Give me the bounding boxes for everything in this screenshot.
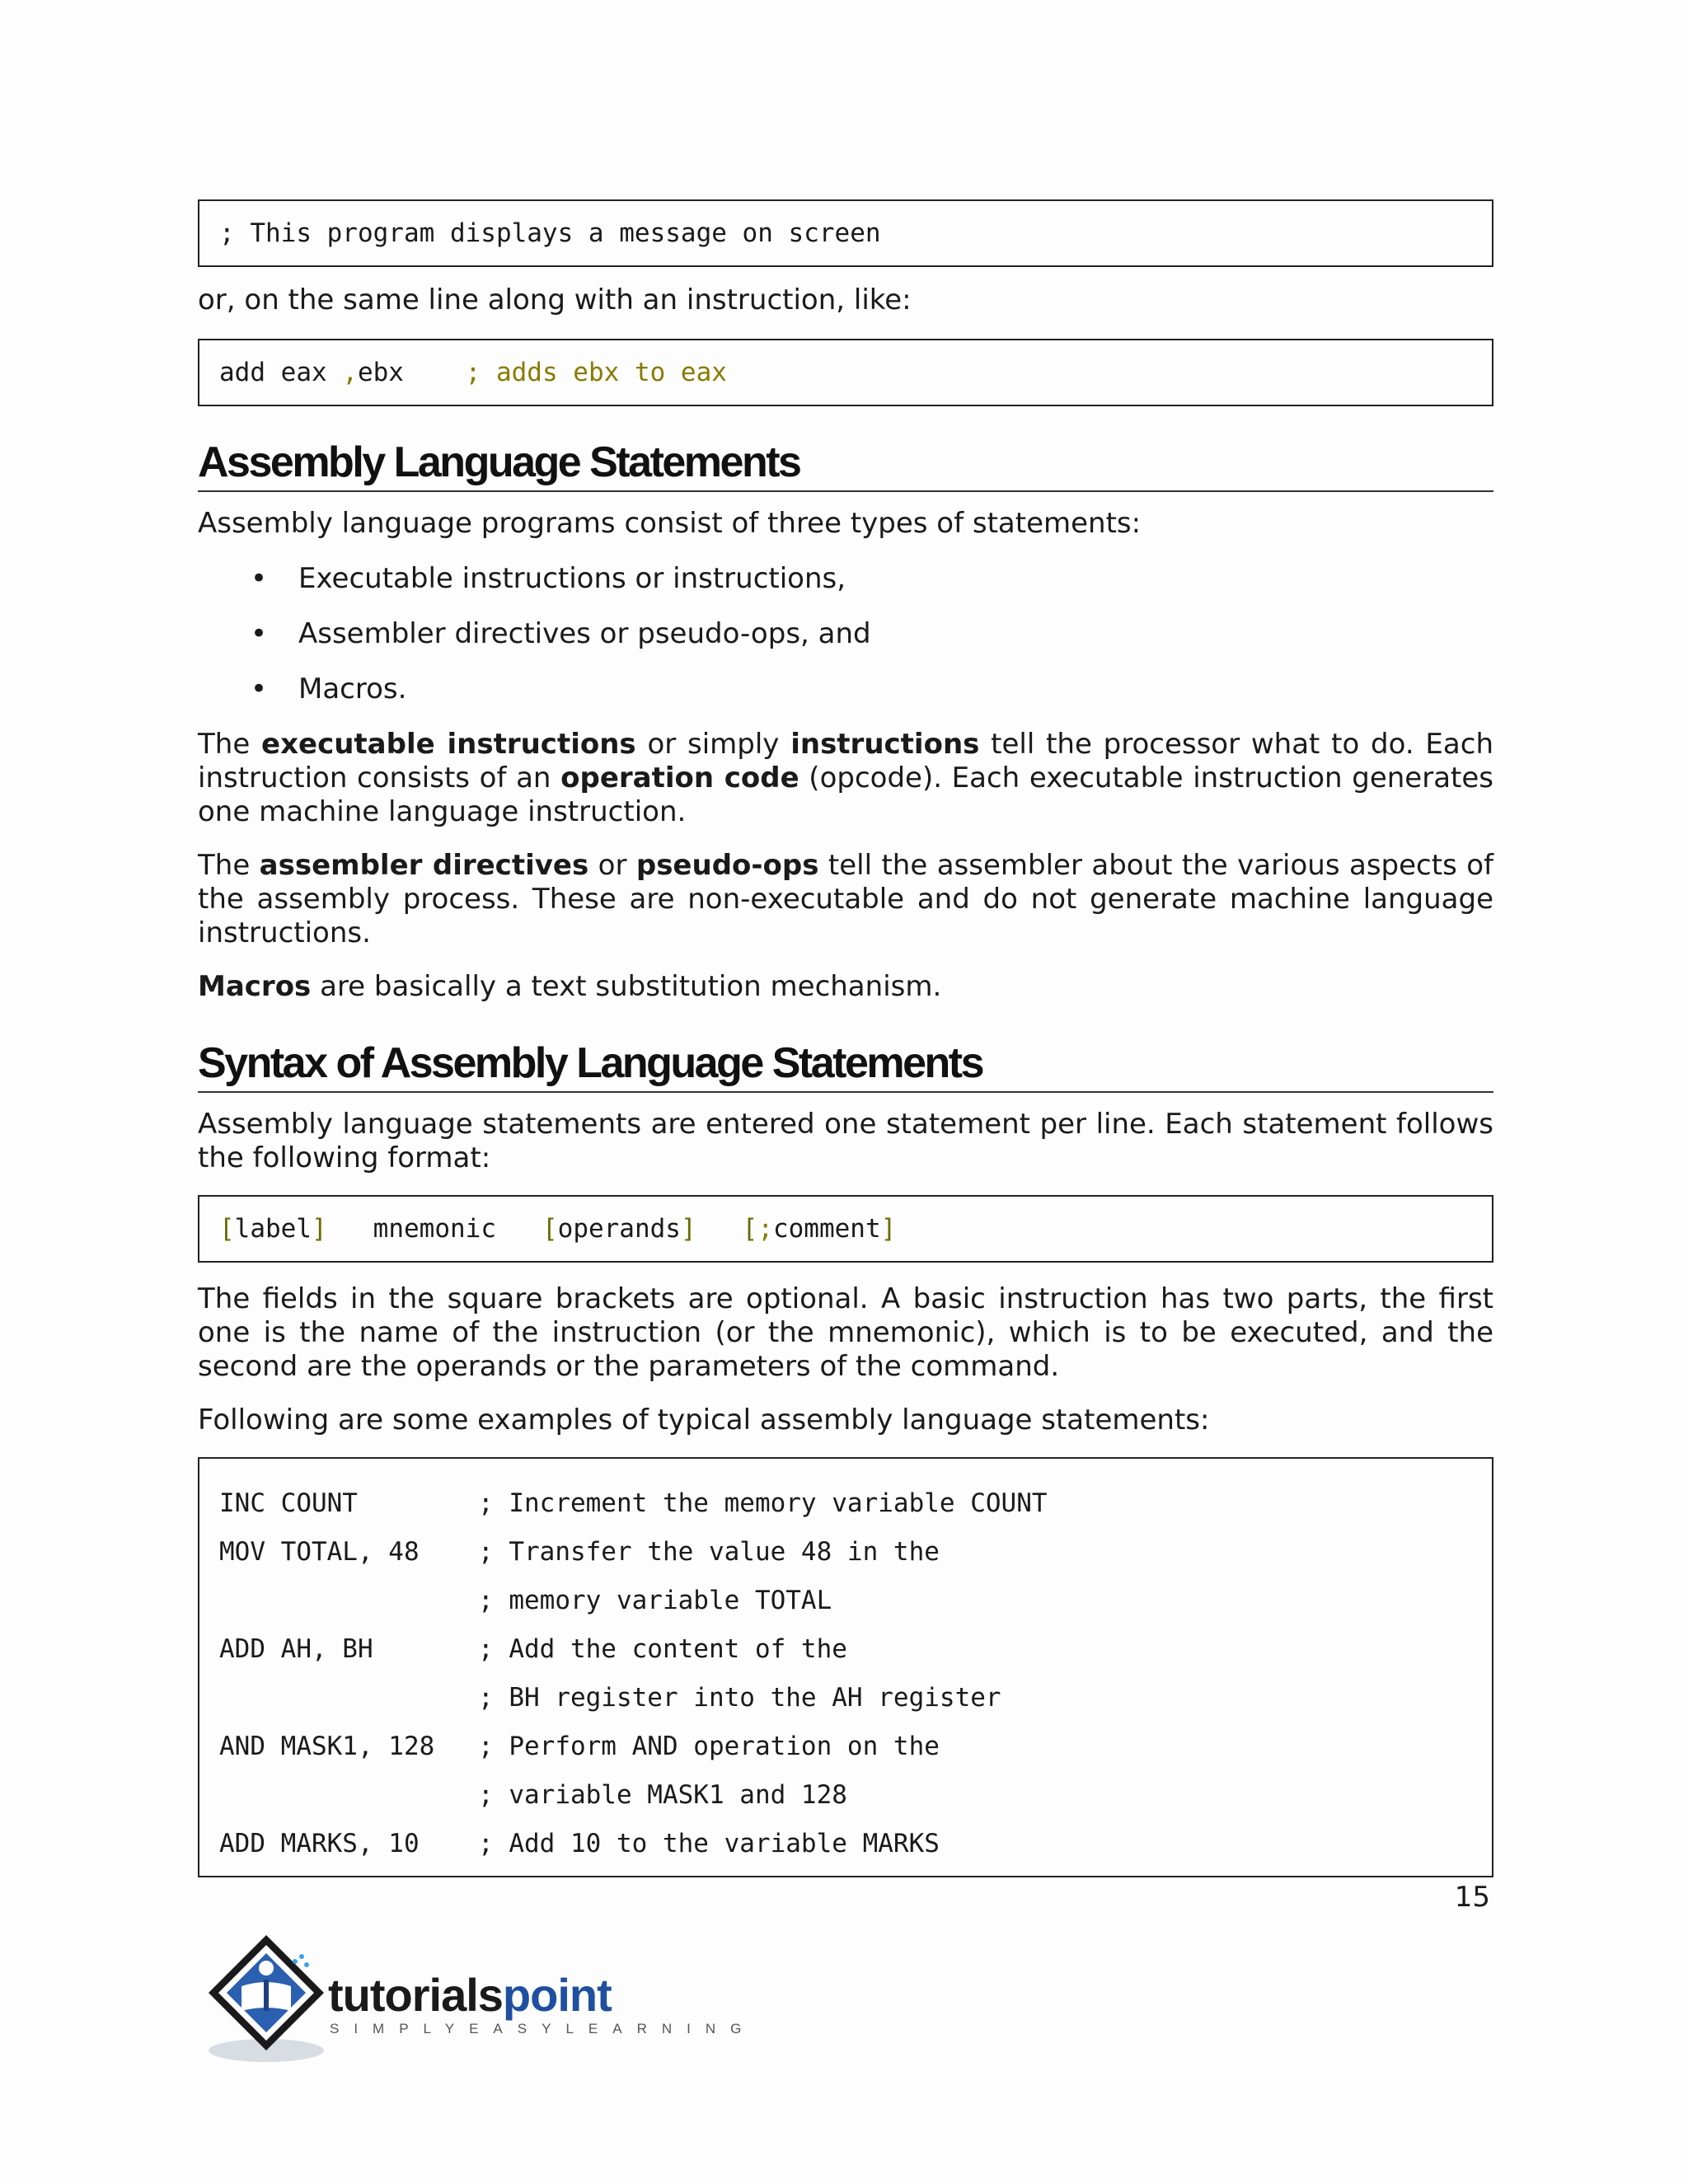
paragraph-examples-intro: Following are some examples of typical assembly language statements: xyxy=(198,1404,1210,1436)
code-row: ; memory variable TOTAL xyxy=(478,1585,832,1615)
logo-icon xyxy=(196,1929,328,2069)
list-item: • Executable instructions or instructions, xyxy=(251,562,846,595)
bullet-glyph: • xyxy=(251,673,268,705)
section-heading-syntax: Syntax of Assembly Language Statements xyxy=(198,1038,1493,1093)
logo-tagline: SIMPLYEASYLEARNING xyxy=(330,2021,757,2036)
code-block-format: [ label ] mnemonic [ operands ] [ ; comment ] xyxy=(198,1195,1493,1263)
code-row: ; BH register into the AH register xyxy=(478,1682,1001,1713)
logo-wordmark: tutorialspoint xyxy=(328,1969,612,2021)
statement-types-list xyxy=(198,562,1493,728)
code-block-add xyxy=(198,339,1493,406)
code-row: ADD AH, BH ; Add the content of the xyxy=(219,1633,847,1664)
page-number: 15 xyxy=(1454,1881,1490,1914)
code-row: AND MASK1, 128 ; Perform AND operation on the xyxy=(219,1731,940,1761)
bullet-glyph: • xyxy=(251,617,268,650)
code-block-examples xyxy=(198,1457,1493,1877)
code-comment: ; adds ebx to eax xyxy=(465,358,727,387)
code-row: INC COUNT ; Increment the memory variable COUNT xyxy=(219,1488,1048,1518)
paragraph-fields: The fields in the square brackets are optional. A basic instruction has two parts, the first one is the name of the instruction (or the mnemonic), which is to be executed, and the second are the operands or the parameters of the command. xyxy=(198,1282,1493,1383)
intro-paragraph: or, on the same line along with an instruction, like: xyxy=(198,284,912,316)
code-comma: , xyxy=(342,358,358,387)
code-row: ADD MARKS, 10 ; Add 10 to the variable MARKS xyxy=(219,1828,940,1858)
page-content xyxy=(198,199,1493,1877)
section-heading-statements: Assembly Language Statements xyxy=(198,438,1493,492)
code-row: ; variable MASK1 and 128 xyxy=(478,1779,847,1810)
list-item: • Assembler directives or pseudo-ops, and xyxy=(251,617,871,650)
paragraph-executable: The executable instructions or simply instructions tell the processor what to do. Each instruction consists of an operation code (opcode). Each executable instruction generates one machine language instruction. xyxy=(198,728,1493,828)
section2-intro: Assembly language statements are entered one statement per line. Each statement follows the following format: xyxy=(198,1108,1493,1174)
code-row: MOV TOTAL, 48 ; Transfer the value 48 in the xyxy=(219,1536,940,1567)
list-item: • Macros. xyxy=(251,673,407,705)
tutorialspoint-logo xyxy=(196,1929,757,2069)
code-instr: add eax xyxy=(219,358,343,387)
code-line: ; This program displays a message on screen xyxy=(219,218,881,248)
section1-intro: Assembly language programs consist of three types of statements: xyxy=(198,507,1142,540)
code-block-comment xyxy=(198,199,1493,267)
paragraph-macros: Macros are basically a text substitution mechanism. xyxy=(198,970,942,1003)
code-operand: ebx xyxy=(357,358,466,387)
bullet-glyph: • xyxy=(251,562,268,595)
paragraph-directives: The assembler directives or pseudo-ops tell the assembler about the various aspects of the assembly process. These are non-executable and do not generate machine language instructions. xyxy=(198,849,1493,949)
